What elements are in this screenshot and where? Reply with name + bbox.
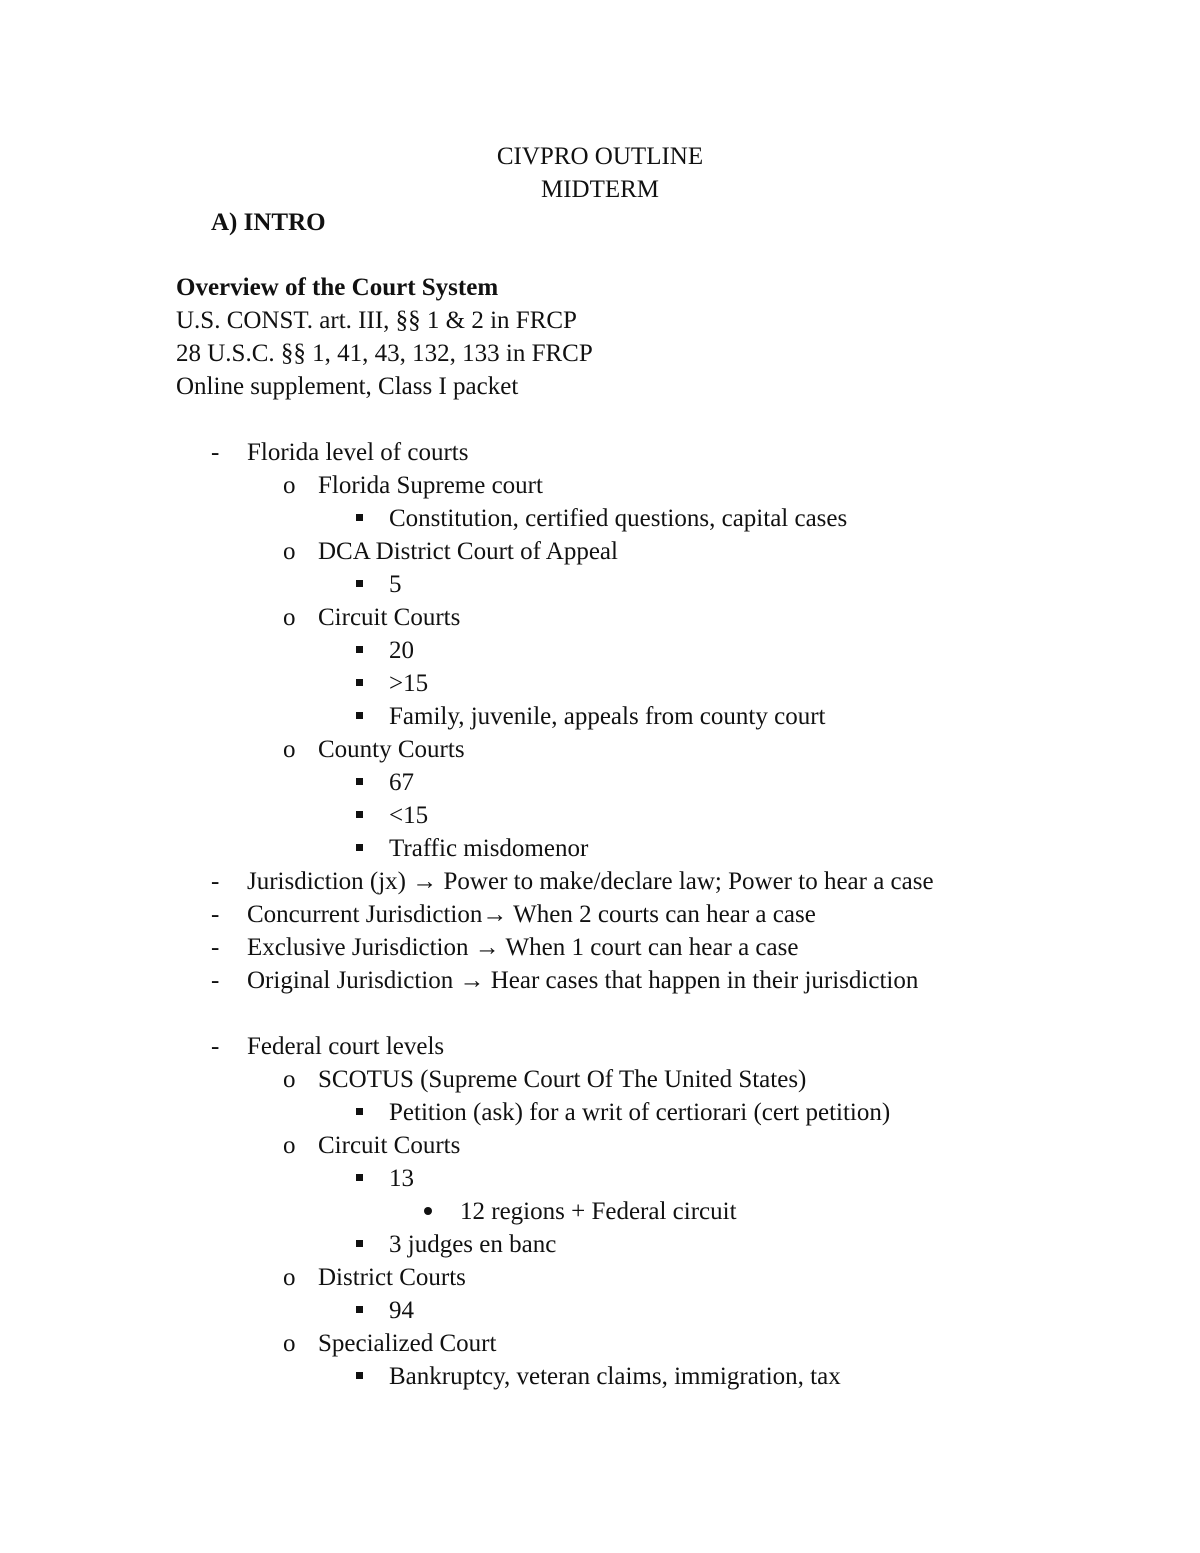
list-item: Concurrent Jurisdiction→ When 2 courts can hear a case [247, 901, 816, 928]
dash-bullet: - [211, 868, 220, 895]
list-item: 13 [389, 1165, 414, 1192]
circle-bullet: o [283, 736, 296, 763]
square-bullet [356, 1174, 363, 1181]
list-item: 3 judges en banc [389, 1231, 557, 1258]
list-item: Petition (ask) for a writ of certiorari (cert petition) [389, 1099, 891, 1126]
list-item: SCOTUS (Supreme Court Of The United States) [318, 1066, 807, 1093]
dash-bullet: - [211, 901, 220, 928]
dash-bullet: - [211, 439, 220, 466]
square-bullet [356, 811, 363, 818]
list-item: Florida level of courts [247, 439, 469, 466]
square-bullet [356, 844, 363, 851]
section-heading: A) INTRO [211, 209, 326, 236]
list-item: Circuit Courts [318, 1132, 461, 1159]
circle-bullet: o [283, 1132, 296, 1159]
square-bullet [356, 778, 363, 785]
square-bullet [356, 679, 363, 686]
square-bullet [356, 580, 363, 587]
list-item: Jurisdiction (jx) → Power to make/declare law; Power to hear a case [247, 868, 934, 895]
list-item: District Courts [318, 1264, 466, 1291]
list-item: 12 regions + Federal circuit [460, 1198, 737, 1225]
list-item: >15 [389, 670, 429, 697]
citation-line: 28 U.S.C. §§ 1, 41, 43, 132, 133 in FRCP [176, 340, 593, 367]
square-bullet [356, 1108, 363, 1115]
circle-bullet: o [283, 1066, 296, 1093]
list-item: Federal court levels [247, 1033, 445, 1060]
dash-bullet: - [211, 1033, 220, 1060]
citation-line: U.S. CONST. art. III, §§ 1 & 2 in FRCP [176, 307, 577, 334]
square-bullet [356, 1372, 363, 1379]
circle-bullet: o [283, 1330, 296, 1357]
dash-bullet: - [211, 967, 220, 994]
document-title: CIVPRO OUTLINE [496, 143, 704, 170]
square-bullet [356, 1306, 363, 1313]
list-item: Florida Supreme court [318, 472, 543, 499]
circle-bullet: o [283, 604, 296, 631]
overview-heading: Overview of the Court System [176, 274, 499, 301]
square-bullet [356, 712, 363, 719]
document-subtitle: MIDTERM [540, 176, 660, 203]
list-item: Exclusive Jurisdiction → When 1 court can hear a case [247, 934, 799, 961]
circle-bullet: o [283, 538, 296, 565]
square-bullet [356, 646, 363, 653]
list-item: County Courts [318, 736, 465, 763]
citation-line: Online supplement, Class I packet [176, 373, 519, 400]
round-bullet [424, 1207, 432, 1215]
list-item: 5 [389, 571, 402, 598]
list-item: Family, juvenile, appeals from county court [389, 703, 826, 730]
list-item: Bankruptcy, veteran claims, immigration, tax [389, 1363, 841, 1390]
dash-bullet: - [211, 934, 220, 961]
list-item: 94 [389, 1297, 414, 1324]
list-item: Specialized Court [318, 1330, 497, 1357]
list-item: Constitution, certified questions, capital cases [389, 505, 848, 532]
list-item: DCA District Court of Appeal [318, 538, 618, 565]
square-bullet [356, 514, 363, 521]
list-item: <15 [389, 802, 429, 829]
square-bullet [356, 1240, 363, 1247]
circle-bullet: o [283, 1264, 296, 1291]
list-item: Traffic misdomenor [389, 835, 589, 862]
list-item: Circuit Courts [318, 604, 461, 631]
circle-bullet: o [283, 472, 296, 499]
list-item: 67 [389, 769, 414, 796]
list-item: Original Jurisdiction → Hear cases that happen in their jurisdiction [247, 967, 919, 994]
list-item: 20 [389, 637, 414, 664]
